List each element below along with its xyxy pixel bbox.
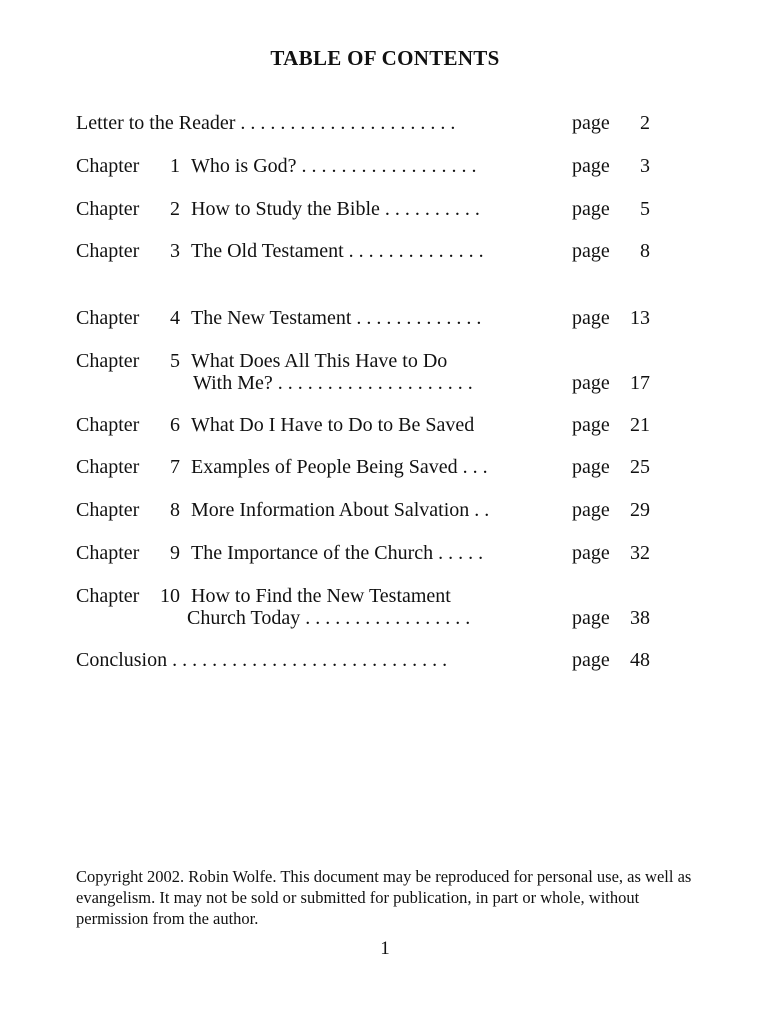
chapter-title: What Does All This Have to Do (191, 350, 448, 372)
page-word: page (572, 155, 610, 177)
toc-entry-chapter-7 (76, 456, 676, 478)
chapter-label: Chapter (76, 456, 140, 478)
page-number: 32 (630, 542, 650, 564)
page-number: 38 (630, 607, 650, 629)
toc-entry-chapter-9 (76, 542, 676, 564)
chapter-label: Chapter (76, 542, 140, 564)
page-word: page (572, 499, 610, 521)
chapter-title: The Old Testament . . . . . . . . . . . . . . (191, 240, 484, 262)
chapter-label: Chapter (76, 307, 140, 329)
chapter-number: 9 (170, 542, 180, 564)
chapter-title-continued: With Me? . . . . . . . . . . . . . . . . . . . . (193, 372, 473, 394)
page-word: page (572, 542, 610, 564)
chapter-number: 6 (170, 414, 180, 436)
chapter-title: How to Study the Bible . . . . . . . . . . (191, 198, 480, 220)
page-number: 21 (630, 414, 650, 436)
chapter-title: How to Find the New Testament (191, 585, 451, 607)
chapter-label: Chapter (76, 350, 140, 372)
toc-title: TABLE OF CONTENTS (270, 46, 500, 70)
entry-text: Conclusion . . . . . . . . . . . . . . . . . . . . . . . . . . . . (76, 649, 448, 671)
chapter-number: 3 (170, 240, 180, 262)
toc-entry-chapter-2 (76, 198, 676, 220)
page-number: 48 (630, 649, 650, 671)
chapter-title: The Importance of the Church . . . . . (191, 542, 484, 564)
chapter-label: Chapter (76, 585, 140, 607)
chapter-number: 5 (170, 350, 180, 372)
page-number: 3 (640, 155, 650, 177)
toc-entry-chapter-3 (76, 240, 676, 262)
page-number: 17 (630, 372, 650, 394)
toc-entry-letter (76, 112, 676, 134)
entry-text: Letter to the Reader . . . . . . . . . . . . . . . . . . . . . . (76, 112, 456, 134)
toc-entry-chapter-1 (76, 155, 676, 177)
chapter-label: Chapter (76, 240, 140, 262)
page-word: page (572, 198, 610, 220)
page-word: page (572, 456, 610, 478)
toc-entry-chapter-6 (76, 414, 676, 436)
page-number: 25 (630, 456, 650, 478)
toc-entry-conclusion (76, 649, 676, 671)
page-number: 5 (640, 198, 650, 220)
page-number: 13 (630, 307, 650, 329)
page-word: page (572, 414, 610, 436)
chapter-title-continued: Church Today . . . . . . . . . . . . . . . . . (187, 607, 471, 629)
chapter-title: More Information About Salvation . . (191, 499, 490, 521)
page-word: page (572, 112, 610, 134)
chapter-title: Who is God? . . . . . . . . . . . . . . . . . . (191, 155, 477, 177)
chapter-number: 1 (170, 155, 180, 177)
toc-entry-chapter-4 (76, 307, 676, 329)
toc-entry-chapter-8 (76, 499, 676, 521)
toc-entry-chapter-5 (76, 350, 676, 394)
chapter-label: Chapter (76, 499, 140, 521)
toc-entry-chapter-10 (76, 585, 676, 629)
chapter-number: 4 (170, 307, 180, 329)
page-number: 2 (640, 112, 650, 134)
page-number: 8 (640, 240, 650, 262)
page-word: page (572, 372, 610, 394)
page-number: 29 (630, 499, 650, 521)
copyright-notice: Copyright 2002. Robin Wolfe. This document may be reproduced for personal use, as well as evangelism. It may not be sold or submitted for publication, in part or whole, without permission from the author. (76, 867, 692, 928)
chapter-label: Chapter (76, 155, 140, 177)
page-word: page (572, 307, 610, 329)
chapter-title: Examples of People Being Saved . . . (191, 456, 488, 478)
page-word: page (572, 240, 610, 262)
chapter-number: 7 (170, 456, 180, 478)
chapter-number: 10 (160, 585, 180, 607)
chapter-number: 2 (170, 198, 180, 220)
chapter-number: 8 (170, 499, 180, 521)
page-number-footer: 1 (380, 938, 390, 959)
chapter-title: What Do I Have to Do to Be Saved (191, 414, 475, 436)
page-word: page (572, 649, 610, 671)
page-word: page (572, 607, 610, 629)
chapter-label: Chapter (76, 414, 140, 436)
chapter-title: The New Testament . . . . . . . . . . . . . (191, 307, 482, 329)
chapter-label: Chapter (76, 198, 140, 220)
